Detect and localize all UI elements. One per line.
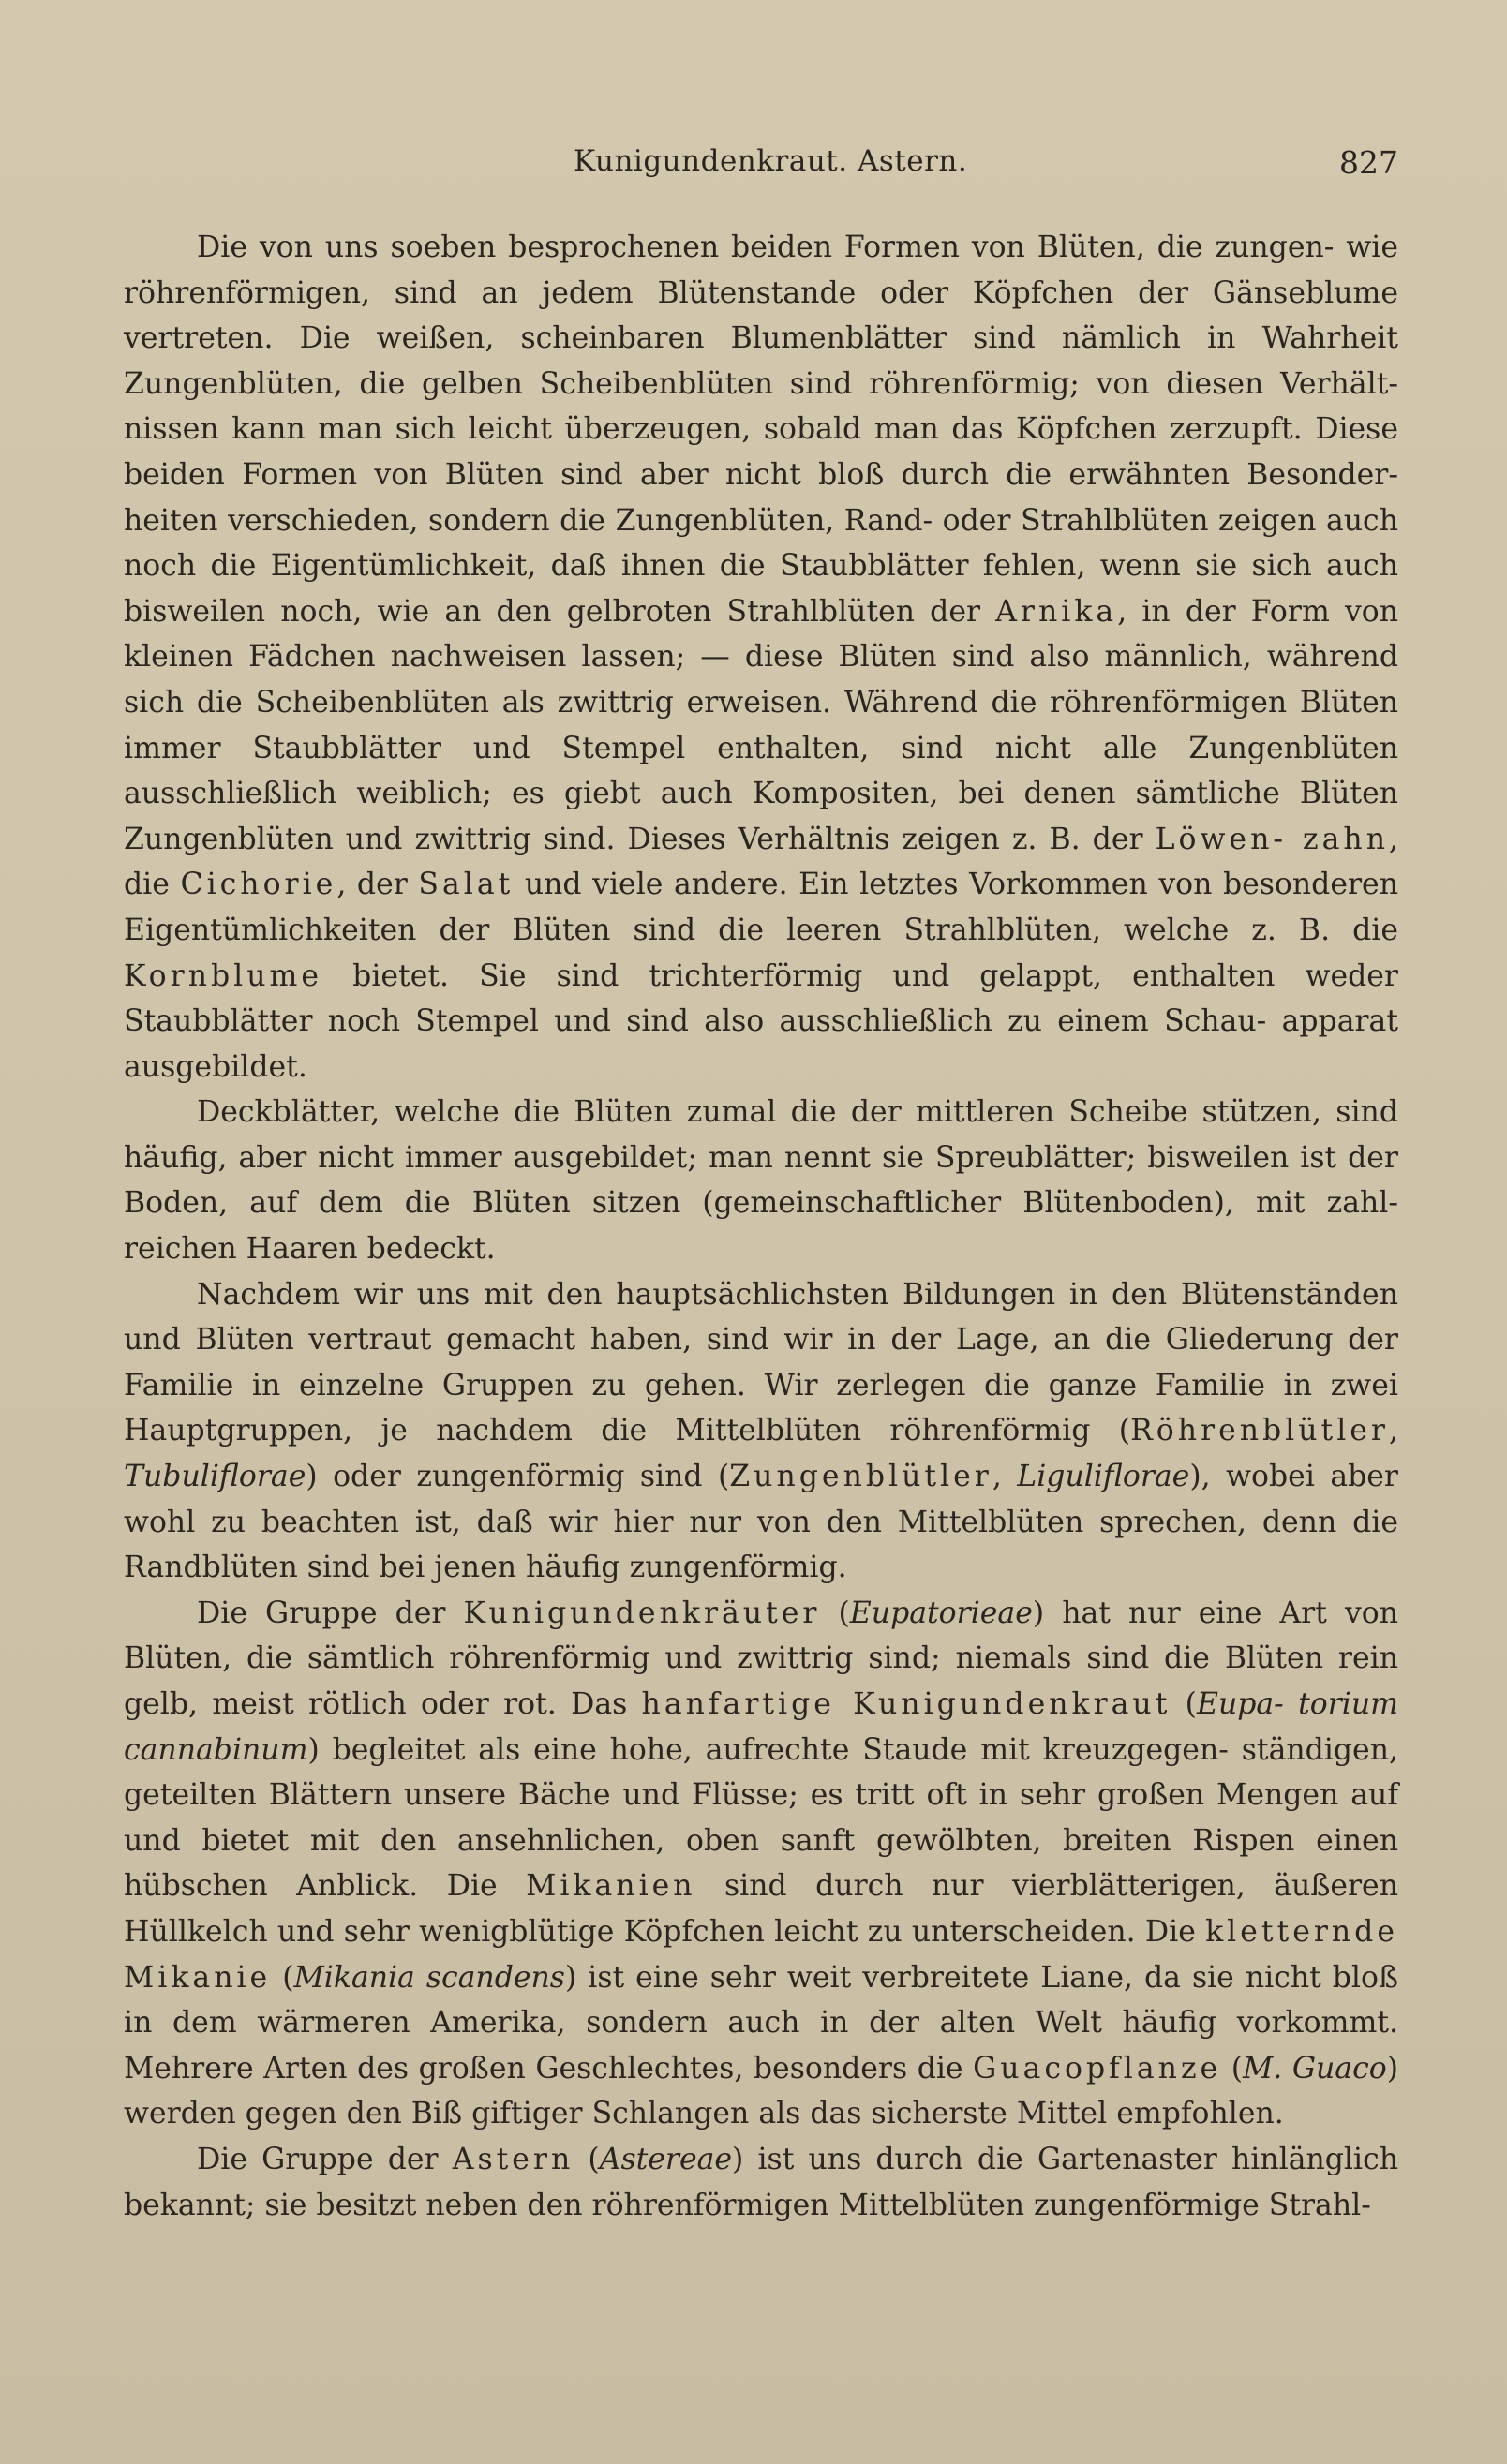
text-run: Die Gruppe der bbox=[197, 2142, 453, 2176]
text-run: Die Gruppe der bbox=[197, 1596, 464, 1630]
emphasized-term: hanfartige Kunigundenkraut bbox=[641, 1687, 1171, 1721]
latin-name: Astereae bbox=[599, 2142, 733, 2176]
emphasized-term: Salat bbox=[418, 868, 515, 902]
text-run: sind durch nur vierblätterigen, äußeren Hüllkelch und sehr wenigblütige Köpfchen leicht zu unterscheiden. Die bbox=[124, 1869, 1398, 1949]
emphasized-term: Astern bbox=[452, 2142, 574, 2176]
emphasized-term: kletternde Mikanie bbox=[124, 1914, 1398, 1995]
emphasized-term: Guacopflanze bbox=[973, 2051, 1222, 2085]
text-run: Nachdem wir uns mit den hauptsächlichsten Bildungen in den Blütenständen und Blüten vertraut gemacht haben, sind wir in der Lage, an die Gliederung der Familie in einzelne Gruppen zu gehen. Wir zerlegen die ganze Familie in zwei Hauptgruppen, je nachdem die Mittelblüten röhrenförmig ( bbox=[124, 1277, 1398, 1448]
paragraph-1 bbox=[124, 225, 1398, 1090]
emphasized-term: Kunigundenkräuter bbox=[463, 1596, 821, 1630]
text-run: , bbox=[1388, 1414, 1398, 1448]
text-run: und viele andere. Ein letztes Vorkommen von besonderen Eigentümlichkeiten der Blüten sind die leeren Strahlblüten, welche z. B. die bbox=[124, 868, 1398, 947]
latin-name: Eupa- torium cannabinum bbox=[124, 1687, 1398, 1767]
latin-name: Eupatorieae bbox=[849, 1596, 1033, 1630]
emphasized-term: Mikanien bbox=[526, 1869, 696, 1904]
latin-name: Liguliflorae bbox=[1017, 1460, 1190, 1494]
text-run: ) oder zungenförmig sind ( bbox=[306, 1460, 730, 1494]
text-run: ) hat nur eine Art von Blüten, die sämtlich röhrenförmig und zwittrig sind; niemals sind die Blüten rein gelb, meist rötlich oder rot. Das bbox=[124, 1596, 1398, 1721]
running-title: Kunigundenkraut. Astern. bbox=[574, 144, 968, 178]
text-run: ( bbox=[820, 1596, 850, 1630]
text-run: ) begleitet als eine hohe, aufrechte Staude mit kreuzgegen- ständigen, geteilten Blättern unsere Bäche und Flüsse; es tritt oft in sehr großen Mengen auf und bietet mit den ansehnlichen, oben sanft gewölbten, breiten Rispen einen hübschen Anblick. Die bbox=[124, 1732, 1398, 1904]
emphasized-term: Löwen- zahn bbox=[1155, 822, 1389, 856]
text-run: bietet. Sie sind trichterförmig und gelappt, enthalten weder Staubblätter noch Stempel und sind also ausschließlich zu einem Schau- apparat ausgebildet. bbox=[124, 958, 1398, 1084]
text-run: ), wobei aber wohl zu beachten ist, daß wir hier nur von den Mittelblüten sprechen, denn die Randblüten sind bei jenen häufig zungenförmig. bbox=[124, 1460, 1398, 1585]
emphasized-term: Zungenblütler bbox=[729, 1460, 992, 1494]
text-run: ) werden gegen den Biß giftiger Schlangen als das sicherste Mittel empfohlen. bbox=[124, 2051, 1398, 2131]
emphasized-term: Arnika bbox=[995, 594, 1118, 629]
text-run: ) ist eine sehr weit verbreitete Liane, da sie nicht bloß in dem wärmeren Amerika, sondern auch in der alten Welt häufig vorkommt. Mehrere Arten des großen Geschlechtes, besonders die bbox=[124, 1960, 1399, 2085]
text-run: Die von uns soeben besprochenen beiden Formen von Blüten, die zungen- wie röhrenförmigen, sind an jedem Blütenstande oder Köpfchen der Gänseblume vertreten. Die weißen, scheinbaren Blumenblätter sind nämlich in Wahrheit Zungenblüten, die gelben Scheibenblüten sind röhrenförmig; von diesen Verhält- nissen kann man sich leicht überzeugen, sobald man das Köpfchen zerzupft. Diese beiden Formen von Blüten sind aber nicht bloß durch die erwähnten Besonder- heiten verschieden, sondern die Zungenblüten, Rand- oder Strahlblüten zeigen auch noch die Eigentümlichkeit, daß ihnen die Staubblätter fehlen, wenn sie sich auch bisweilen noch, wie an den gelbroten Strahlblüten der bbox=[124, 230, 1398, 629]
body-text bbox=[124, 225, 1398, 2228]
text-run: , der bbox=[336, 868, 419, 902]
paragraph-4 bbox=[124, 1591, 1398, 2137]
text-run: ) ist uns durch die Gartenaster hinlänglich bekannt; sie besitzt neben den röhrenförmigen Mittelblüten zungenförmige Strahl- bbox=[124, 2142, 1398, 2222]
paragraph-2 bbox=[124, 1090, 1398, 1271]
text-run: ( bbox=[1221, 2051, 1244, 2085]
text-run: ( bbox=[271, 1960, 294, 1995]
text-run: ( bbox=[574, 2142, 600, 2176]
text-run: , die bbox=[124, 822, 1398, 902]
emphasized-term: Cichorie bbox=[180, 868, 337, 902]
page-number: 827 bbox=[1339, 144, 1398, 181]
text-run: , bbox=[992, 1460, 1018, 1494]
emphasized-term: Röhrenblütler bbox=[1130, 1414, 1389, 1448]
latin-name: Mikania scandens bbox=[293, 1960, 565, 1995]
text-run: ( bbox=[1171, 1687, 1197, 1721]
paragraph-5 bbox=[124, 2137, 1398, 2228]
page-header bbox=[124, 139, 1398, 186]
latin-name: M. Guaco bbox=[1243, 2051, 1387, 2085]
latin-name: Tubuliflorae bbox=[124, 1460, 306, 1494]
emphasized-term: Kornblume bbox=[124, 958, 323, 993]
text-run: , in der Form von kleinen Fädchen nachweisen lassen; — diese Blüten sind also männlich, während sich die Scheibenblüten als zwittrig erweisen. Während die röhrenförmigen Blüten immer Staubblätter und Stempel enthalten, sind nicht alle Zungenblüten ausschließlich weiblich; es giebt auch Kompositen, bei denen sämtliche Blüten Zungenblüten und zwittrig sind. Dieses Verhältnis zeigen z. B. der bbox=[124, 594, 1398, 856]
text-run: Deckblätter, welche die Blüten zumal die der mittleren Scheibe stützen, sind häufig, aber nicht immer ausgebildet; man nennt sie Spreublätter; bisweilen ist der Boden, auf dem die Blüten sitzen (gemeinschaftlicher Blütenboden), mit zahl- reichen Haaren bedeckt. bbox=[124, 1095, 1398, 1267]
paragraph-3 bbox=[124, 1272, 1398, 1591]
